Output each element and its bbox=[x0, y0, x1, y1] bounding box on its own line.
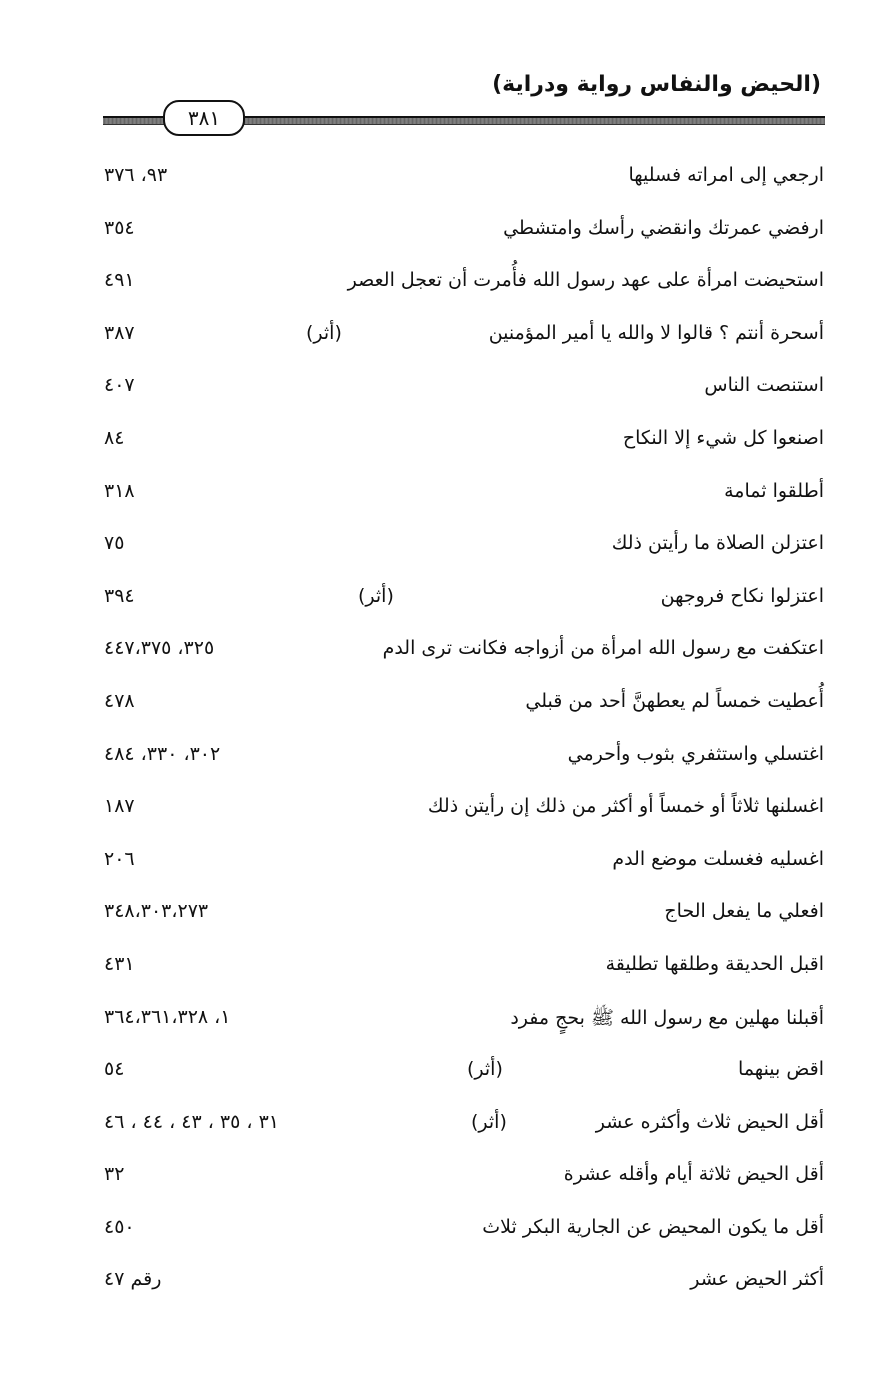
entry-page-refs: ٣٠٢، ٣٣٠، ٤٨٤ bbox=[104, 742, 221, 765]
index-entry bbox=[0, 1151, 879, 1204]
index-entry bbox=[0, 994, 879, 1047]
entry-text: ارجعي إلى امراته فسليها bbox=[628, 164, 824, 186]
entry-text: اعتزلن الصلاة ما رأيتن ذلك bbox=[611, 532, 824, 555]
index-entry bbox=[0, 1046, 879, 1099]
entry-page-refs: ٣١ ، ٣٥ ، ٤٣ ، ٤٤ ، ٤٦ bbox=[104, 1110, 279, 1133]
athar-tag: (أثر) bbox=[306, 321, 342, 344]
entry-page-refs: ٤٧٨ bbox=[104, 689, 135, 712]
entry-text: اغسليه فغسلت موضع الدم bbox=[612, 847, 824, 870]
entry-page-refs: ٤٠٧ bbox=[104, 374, 135, 397]
entry-page-refs: رقم ٤٧ bbox=[104, 1268, 162, 1291]
entry-text: أكثر الحيض عشر bbox=[690, 1268, 824, 1291]
entry-text: أُعطيت خمساً لم يعطهنَّ أحد من قبلي bbox=[525, 689, 824, 712]
entry-page-refs: ١، ٣٦٤،٣٦١،٣٢٨ bbox=[104, 1005, 231, 1028]
index-entry bbox=[0, 1099, 879, 1152]
entry-page-refs: ٢٠٦ bbox=[104, 847, 135, 870]
index-entry bbox=[0, 362, 879, 415]
index-entry bbox=[0, 257, 879, 310]
page-number-badge bbox=[163, 100, 245, 136]
entry-text: أقبلنا مهلين مع رسول الله ﷺ بحجٍ مفرد bbox=[510, 1006, 824, 1029]
entry-page-refs: ٧٥ bbox=[104, 532, 125, 555]
entry-page-refs: ٥٤ bbox=[104, 1058, 125, 1081]
entry-text: استحيضت امرأة على عهد رسول الله فأُمرت أن تعجل العصر bbox=[347, 269, 824, 292]
entry-text: افعلي ما يفعل الحاج bbox=[664, 900, 824, 923]
index-entry bbox=[0, 205, 879, 258]
index-entry bbox=[0, 836, 879, 889]
entry-text: ارفضي عمرتك وانقضي رأسك وامتشطي bbox=[503, 216, 824, 239]
entry-page-refs: ٤٣١ bbox=[104, 952, 135, 975]
hadith-index-list bbox=[0, 152, 879, 1312]
entry-text: اصنعوا كل شيء إلا النكاح bbox=[622, 426, 824, 449]
index-entry bbox=[0, 1204, 879, 1257]
entry-page-refs: ٣١٨ bbox=[104, 479, 135, 502]
index-entry bbox=[0, 888, 879, 941]
index-entry bbox=[0, 1256, 879, 1309]
index-entry bbox=[0, 152, 879, 205]
index-entry bbox=[0, 941, 879, 994]
entry-text: اقبل الحديقة وطلقها تطليقة bbox=[605, 952, 824, 975]
athar-tag: (أثر) bbox=[467, 1058, 503, 1081]
index-entry bbox=[0, 731, 879, 784]
entry-text: اقض بينهما bbox=[738, 1058, 824, 1081]
index-entry bbox=[0, 783, 879, 836]
entry-page-refs: ٣٢ bbox=[104, 1163, 125, 1186]
entry-page-refs: ٩٣، ٣٧٦ bbox=[104, 164, 168, 186]
entry-page-refs: ٣٥٤ bbox=[104, 216, 135, 239]
index-entry bbox=[0, 678, 879, 731]
entry-text: اغتسلي واستثفري بثوب وأحرمي bbox=[567, 742, 824, 765]
entry-page-refs: ٤٥٠ bbox=[104, 1215, 135, 1238]
index-entry bbox=[0, 573, 879, 626]
entry-page-refs: ١٨٧ bbox=[104, 795, 135, 818]
entry-text: استنصت الناس bbox=[704, 374, 824, 397]
entry-page-refs: ٤٩١ bbox=[104, 269, 135, 292]
entry-text: اعتزلوا نكاح فروجهن bbox=[660, 584, 824, 607]
page-number: ٣٨١ bbox=[187, 106, 221, 130]
entry-text: أقل الحيض ثلاثة أيام وأقله عشرة bbox=[563, 1163, 824, 1186]
running-header-title: (الحيض والنفاس رواية ودراية) bbox=[492, 72, 821, 97]
entry-text: أطلقوا ثمامة bbox=[724, 479, 824, 502]
index-entry bbox=[0, 625, 879, 678]
entry-text: أقل الحيض ثلاث وأكثره عشر bbox=[595, 1110, 824, 1133]
entry-text: أقل ما يكون المحيض عن الجارية البكر ثلاث bbox=[482, 1215, 824, 1238]
index-entry bbox=[0, 468, 879, 521]
entry-text: اغسلنها ثلاثاً أو خمساً أو أكثر من ذلك إن رأيتن ذلك bbox=[427, 795, 824, 818]
entry-page-refs: ٣٩٤ bbox=[104, 584, 135, 607]
entry-page-refs: ٣٤٨،٣٠٣،٢٧٣ bbox=[104, 900, 209, 923]
index-entry bbox=[0, 310, 879, 363]
entry-page-refs: ٣٢٥، ٤٤٧،٣٧٥ bbox=[104, 637, 215, 660]
index-entry bbox=[0, 415, 879, 468]
entry-text: اعتكفت مع رسول الله امرأة من أزواجه فكانت ترى الدم bbox=[382, 637, 824, 660]
athar-tag: (أثر) bbox=[471, 1110, 507, 1133]
athar-tag: (أثر) bbox=[358, 584, 394, 607]
index-entry bbox=[0, 520, 879, 573]
entry-page-refs: ٣٨٧ bbox=[104, 321, 135, 344]
entry-text: أسحرة أنتم ؟ قالوا لا والله يا أمير المؤمنين bbox=[488, 321, 824, 344]
entry-page-refs: ٨٤ bbox=[104, 426, 125, 449]
